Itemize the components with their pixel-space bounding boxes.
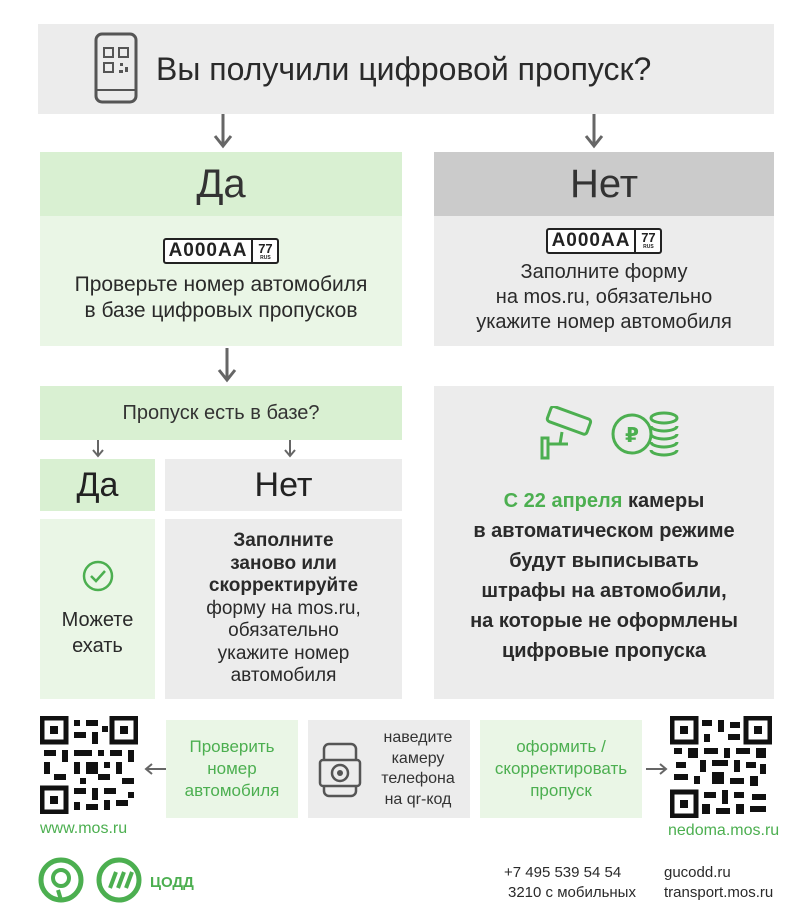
- qr-code-left[interactable]: [40, 716, 138, 814]
- link-nedoma[interactable]: nedoma.mos.ru: [668, 822, 780, 839]
- arrow-down-icon: [212, 114, 234, 150]
- yes-header: [40, 152, 402, 216]
- link-mos-ru[interactable]: www.mos.ru: [40, 820, 128, 837]
- coins-icon: [610, 406, 680, 462]
- license-plate: А000АА 77 RUS: [163, 238, 280, 264]
- site-gucodd[interactable]: gucodd.ru: [664, 864, 731, 881]
- question-box: Пропуск есть в базе?: [40, 386, 402, 440]
- yes-label: Да: [196, 161, 246, 206]
- phone-camera-icon: [318, 742, 362, 798]
- check-number-button[interactable]: Проверить номер автомобиля: [166, 720, 298, 818]
- sub-no-body: Заполните заново или скорректируйте форму на mos.ru, обязательно укажите номер автомобиля: [165, 519, 402, 699]
- site-transport[interactable]: transport.mos.ru: [664, 884, 774, 901]
- arrow-right-icon: [646, 762, 668, 776]
- codd-logo-text: ЦОДД: [150, 874, 194, 891]
- check-circle-icon: [81, 559, 115, 593]
- svg-text:₽: ₽: [625, 423, 639, 447]
- no-header: [434, 152, 774, 216]
- arrow-down-icon: [216, 348, 238, 384]
- no-label: Нет: [569, 161, 639, 206]
- no-body: А000АА 77 RUS Заполните форму на mos.ru, обязательно укажите номер автомобиля: [434, 216, 774, 346]
- apply-pass-button[interactable]: оформить / скорректировать пропуск: [480, 720, 642, 818]
- contact-mobile: 3210 с мобильных: [508, 884, 636, 901]
- sub-yes-body: Можете ехать: [40, 519, 155, 699]
- header-banner: [38, 24, 774, 114]
- moscow-transport-logo-icon: [36, 856, 86, 906]
- arrow-down-icon: [583, 114, 605, 150]
- camera-icon: [538, 406, 598, 462]
- phone-qr-icon: [94, 32, 138, 104]
- cameras-info: ₽ С 22 апреля камеры в автоматическом режиме будут выписывать штрафы на автомобили, на которые не оформлены цифровые пропуска: [434, 386, 774, 699]
- yes-body: А000АА 77 RUS Проверьте номер автомобиля в базе цифровых пропусков: [40, 216, 402, 346]
- sub-no-header: Нет: [165, 459, 402, 511]
- arrow-down-icon: [282, 440, 298, 458]
- codd-logo-icon: [94, 856, 144, 906]
- page-title: Вы получили цифровой пропуск?: [156, 51, 652, 87]
- sub-yes-header: Да: [40, 459, 155, 511]
- license-plate: А000АА 77 RUS: [546, 228, 663, 254]
- arrow-left-icon: [144, 762, 166, 776]
- contact-phone: +7 495 539 54 54: [504, 864, 622, 881]
- arrow-down-icon: [90, 440, 106, 458]
- scan-hint: наведите камеру телефона на qr-код: [308, 720, 470, 818]
- qr-code-right[interactable]: [670, 716, 772, 818]
